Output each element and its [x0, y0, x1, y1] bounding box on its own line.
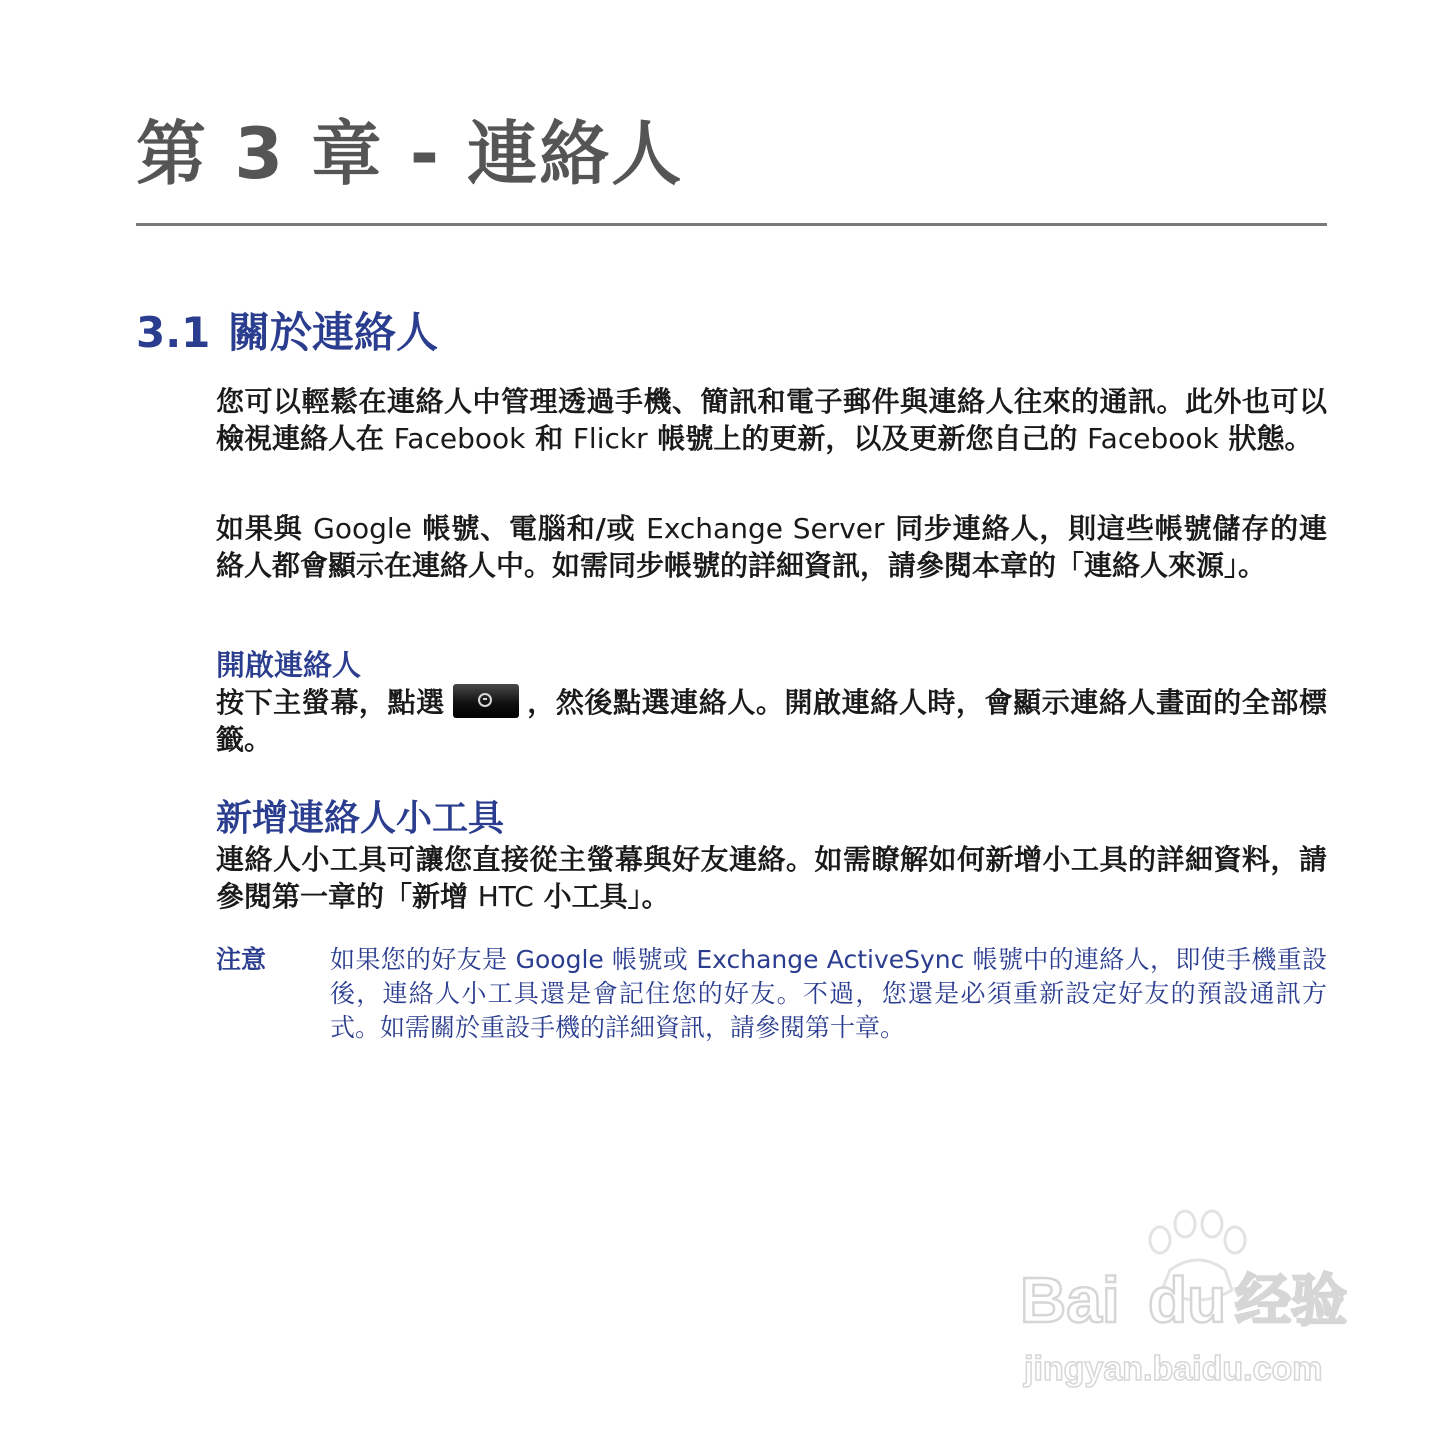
open-contacts-text-b: ，然後點選連絡人。開啟連絡人時，會顯示連絡人畫面的全部標籤。 — [216, 686, 1327, 756]
open-contacts-text-a: 按下主螢幕，點選 — [216, 686, 445, 719]
note-text: 如果您的好友是 Google 帳號或 Exchange ActiveSync 帳號中的連絡人，即使手機重設後，連絡人小工具還是會記住您的好友。不過，您還是必須重新設定好友的預設通訊方式。如需關於重設手機的詳細資訊，請參閱第十章。 — [330, 945, 1327, 1042]
section-title: 關於連絡人 — [228, 308, 439, 357]
add-widget-text-a: 連絡人小工具可讓您直接從主螢幕與好友連絡。如需瞭解如何新增小工具的詳細資料，請參閱第一章的「新增 — [216, 843, 1327, 913]
intro-p1-text-g: 狀態。 — [1218, 422, 1313, 455]
intro-p1-facebook: Facebook — [393, 422, 526, 455]
watermark-brand-cjk: 经验 — [1235, 1269, 1347, 1332]
section-number: 3.1 — [136, 308, 211, 357]
chapter-title: 第 3 章 - 連絡人 — [136, 113, 684, 195]
watermark-url: jingyan.baidu.com — [1024, 1350, 1323, 1388]
intro-paragraph-1 — [216, 383, 1327, 457]
intro-p2-exchange-server: Exchange Server — [646, 512, 885, 545]
intro-p2-text-c: 帳號、電腦和/或 — [411, 512, 647, 545]
all-apps-tab-icon — [453, 684, 519, 718]
chapter-divider — [136, 223, 1327, 226]
note-block — [216, 943, 1327, 1045]
intro-p2-google: Google — [313, 512, 412, 545]
add-widget-heading: 新增連絡人小工具 — [216, 798, 505, 839]
intro-p1-text-a: 您可以輕鬆在連絡人中管理透過手機、簡訊和電子郵件與連絡人往來的通訊。此外也可以檢視連絡人在 — [216, 385, 1327, 455]
open-contacts-heading: 開啟連絡人 — [216, 648, 362, 682]
intro-paragraph-2 — [216, 510, 1327, 584]
intro-p2-text-e: 同步連絡人，則這些帳號儲存的連絡人都會顯示在連絡人中。如需同步帳號的詳細資訊，請參閱本章的「連絡人來源」。 — [216, 512, 1327, 582]
intro-p1-text-c: 和 — [525, 422, 573, 455]
baidu-jingyan-watermark — [1020, 1200, 1360, 1390]
watermark-brand-1: Bai — [1020, 1264, 1120, 1336]
add-widget-block — [216, 797, 1327, 915]
add-widget-htc: HTC — [477, 880, 534, 913]
intro-p1-flickr: Flickr — [572, 422, 648, 455]
intro-p1-text-e: 帳號上的更新，以及更新您自己的 — [647, 422, 1088, 455]
open-contacts-block — [216, 647, 1327, 758]
watermark-brand-2: du — [1148, 1264, 1227, 1336]
intro-p2-text-a: 如果與 — [216, 512, 314, 545]
note-label: 注意 — [216, 945, 267, 974]
intro-p1-facebook-2: Facebook — [1087, 422, 1219, 455]
add-widget-text-c: 小工具」。 — [533, 880, 670, 913]
section-heading — [136, 300, 438, 360]
